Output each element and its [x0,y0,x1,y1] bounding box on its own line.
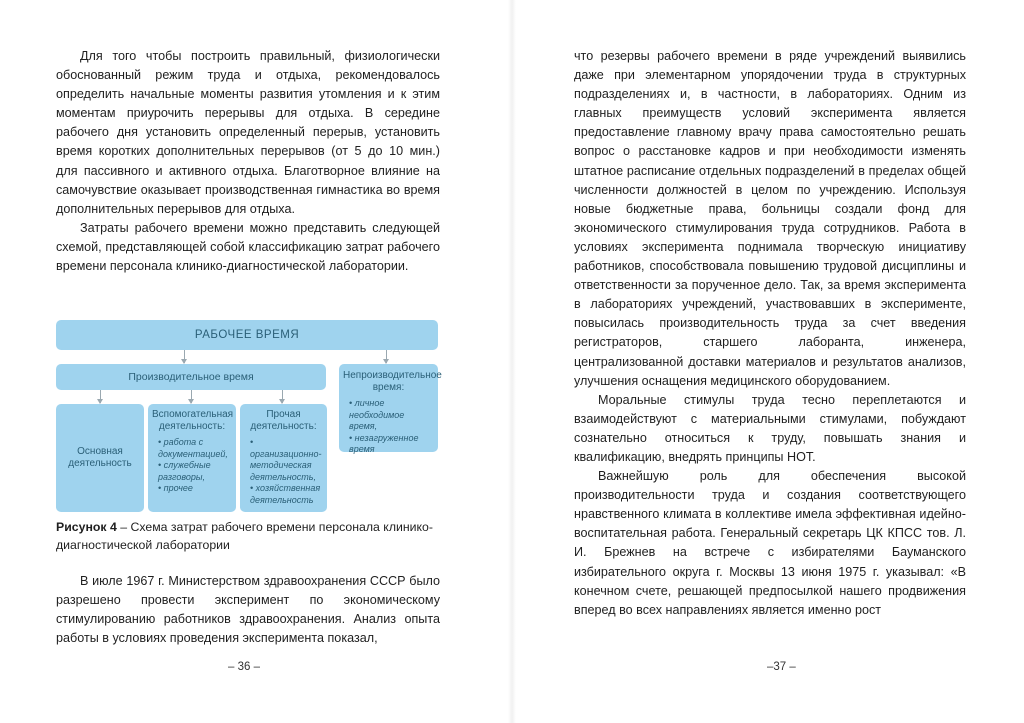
list-item: • личное необходимое время, [349,398,405,431]
productive-time-label: Производительное время [128,371,254,383]
diagram-arrow [282,390,283,403]
diagram-arrow [386,350,387,363]
right-text [574,47,966,620]
auxiliary-activity-box [148,404,236,512]
diagram-root-box [56,320,438,350]
main-activity-box [56,404,144,512]
figure-caption [56,518,440,554]
work-time-diagram [56,320,440,516]
list-item: • незагруженное время [349,432,419,454]
list-item: • служебные разговоры, [158,460,211,482]
left-text-bottom [56,572,440,648]
other-activity-box [240,404,327,512]
unproductive-time-title: Непроизводительное время: [343,370,442,393]
figure-caption-text: – Схема затрат рабочего времени персонала клинико-диагностической лаборатории [56,520,433,552]
page-number: –37 – [767,661,796,673]
list-item: • прочее [158,483,193,493]
productive-time-box [56,364,326,390]
left-text-top [56,47,440,276]
diagram-arrow [191,390,192,403]
paragraph: Затраты рабочего времени можно представить следующей схемой, представляющей собой классификацию затрат рабочего времени персонала клинико-диагностической лаборатории. [56,220,440,274]
main-activity-label: Основная деятельность [68,446,132,469]
auxiliary-activity-title: Вспомогательная деятельность: [152,409,234,432]
diagram-arrow [100,390,101,403]
unproductive-time-box [339,364,442,454]
paragraph: что резервы рабочего времени в ряде учреждений выявились даже при элементарном упорядочении труда в структурных подразделениях и, в частности, в лабораториях. Одним из главных преимуществ условий эксперимента является предоставление главному врачу права самостоятельно решать вопрос о расстановке кадров и при необходимости изменять штатное расписание отдельных подразделений в пределах общей численности должностей в целом по учреждению. Используя новые бюджетные права, больницы создали фонд для экономического стимулирования труда сотрудников. Работа в условиях эксперимента поднимала творческую инициативу работников, способствовала повышению трудовой дисциплины и ответственности за порученное дело. Так, за время эксперимента в лабораториях учреждений, участвовавших в эксперименте, повысилась производительность труда за счет введения регистраторов, старшего лаборанта, инженера, централизованной доставки материалов и результатов анализов, улучшения оснащения медицинского оборудованием. [574,49,966,388]
list-item: • организационно-методическая деятельность, [250,437,322,482]
page-number: – 36 – [228,661,260,673]
figure-label: Рисунок 4 [56,520,117,534]
paragraph: В июле 1967 г. Министерством здравоохранения СССР было разрешено провести эксперимент по экономическому стимулированию работников здравоохранения. Анализ опыта работы в условиях проведения эксперимента показал, [56,574,440,646]
paragraph: Важнейшую роль для обеспечения высокой производительности труда и создания соответствующего нравственного климата в коллективе имела эффективная идейно-воспитательная работа. Генеральный секретарь ЦК КПСС тов. Л. И. Брежнев на встрече с избирателями Бауманского избирательного округа г. Москвы 13 июня 1975 г. указывал: «В конечном счете, решающей предпосылкой нашего продвижения вперед во всех направлениях является именно рост [574,469,966,617]
diagram-root-label: РАБОЧЕЕ ВРЕМЯ [194,329,300,341]
list-item: • работа с документацией, [158,437,228,459]
list-item: • хозяйственная деятельность [250,483,321,505]
right-page [512,0,1024,723]
paragraph: Для того чтобы построить правильный, физиологически обоснованный режим труда и отдыха, рекомендовалось определить начальные моменты развития утомления и к этим моментам приурочить перерывы для отдыха. В середине рабочего дня установить определенный перерыв, установить время коротких дополнительных перерывов (от 5 до 10 мин.) для пассивного и активного отдыха. Благотворное влияние на самочувствие оказывает производственная гимнастика во время дополнительных перерывов для отдыха. [56,49,440,216]
diagram-arrow [184,350,185,363]
paragraph: Моральные стимулы труда тесно переплетаются и взаимодействуют с материальными стимулами, побуждают сознательно относиться к труду, повышать знания и квалификацию, внедрять принципы НОТ. [574,392,966,464]
other-activity-title: Прочая деятельность: [250,409,317,432]
